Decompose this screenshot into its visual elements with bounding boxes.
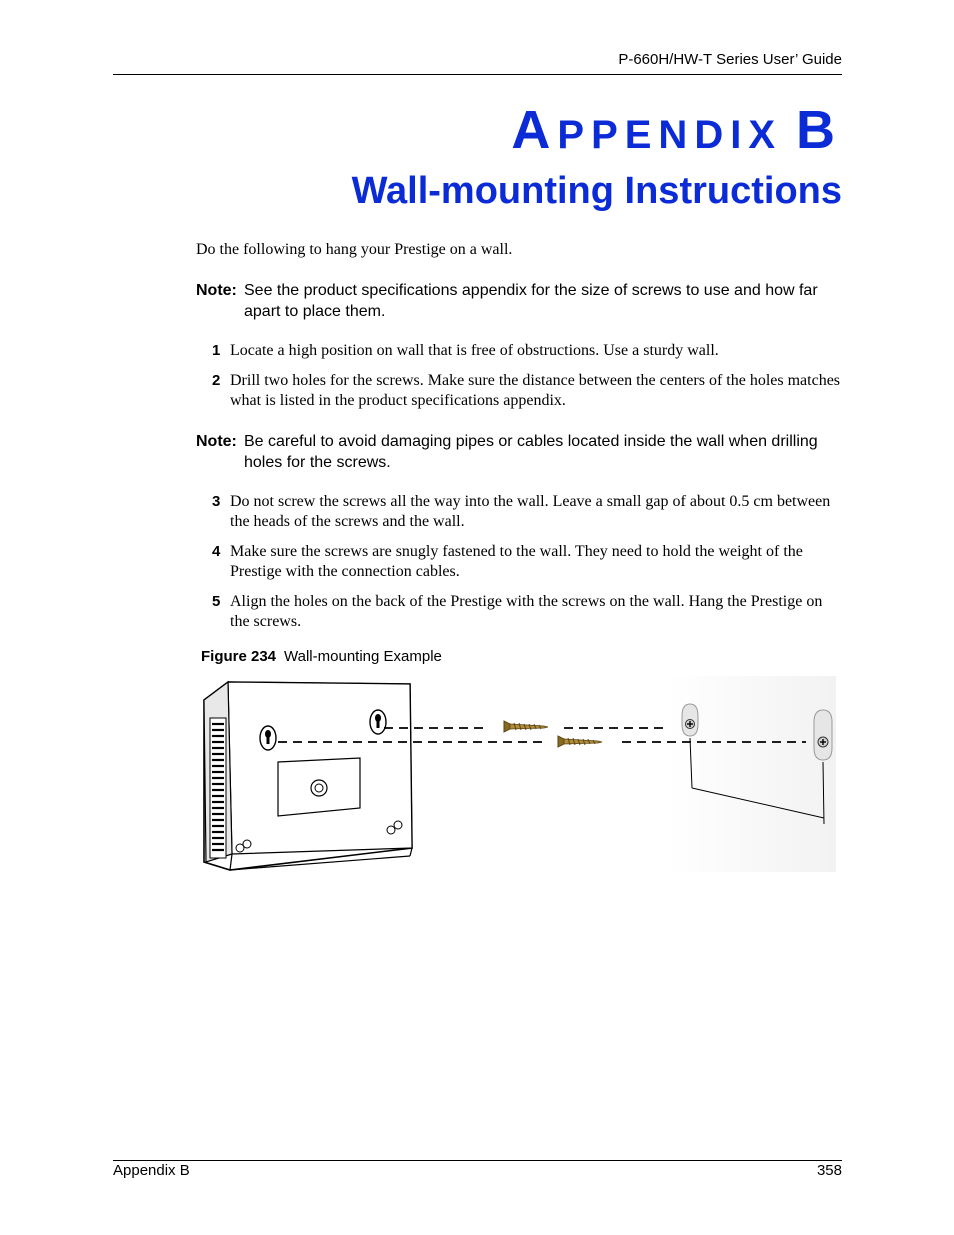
page-number: 358 <box>816 1162 842 1179</box>
step-number: 4 <box>212 543 221 560</box>
appendix-letter: B <box>796 100 842 160</box>
wall-anchor-right <box>814 710 832 760</box>
footer-section-label: Appendix B <box>113 1162 190 1179</box>
figure-caption <box>201 648 442 665</box>
figure-title: Wall-mounting Example <box>284 648 442 665</box>
step-number: 3 <box>212 493 221 510</box>
step-item <box>196 492 842 532</box>
note-text: Be careful to avoid damaging pipes or cables located inside the wall when drilling holes for the screws. <box>244 433 818 471</box>
step-number: 1 <box>212 342 221 359</box>
wall-anchor-left <box>682 704 698 736</box>
screw-icon <box>558 736 602 747</box>
appendix-word-rest: PPENDIX <box>557 113 782 157</box>
page-title: Wall-mounting Instructions <box>351 170 842 212</box>
step-text: Locate a high position on wall that is free of obstructions. Use a sturdy wall. <box>230 342 719 359</box>
appendix-heading <box>511 95 842 170</box>
step-text: Do not screw the screws all the way into the wall. Leave a small gap of about 0.5 cm between the heads of the screws and the wall. <box>230 493 831 530</box>
keyhole-slot-right <box>370 710 386 734</box>
footer-rule <box>113 1160 842 1161</box>
step-number: 2 <box>212 372 221 389</box>
note-text: See the product specifications appendix for the size of screws to use and how far apart to place them. <box>244 282 818 320</box>
note-screw-specs <box>196 280 842 322</box>
router-back-panel <box>204 682 412 870</box>
step-item <box>196 542 842 582</box>
step-text: Drill two holes for the screws. Make sure the distance between the centers of the holes matches what is listed in the product specifications appendix. <box>230 372 841 409</box>
note-drilling-caution <box>196 431 842 473</box>
appendix-initial: A <box>511 100 558 160</box>
step-item <box>196 341 842 361</box>
wall-mounting-illustration <box>198 672 838 876</box>
keyhole-slot-left <box>260 726 276 750</box>
screw-icon <box>504 721 548 732</box>
step-item <box>196 592 842 632</box>
figure-number: Figure 234 <box>201 648 277 665</box>
step-item <box>196 371 842 411</box>
note-label: Note: <box>196 433 237 450</box>
intro-paragraph: Do the following to hang your Prestige on a wall. <box>196 241 513 258</box>
step-number: 5 <box>212 593 221 610</box>
note-label: Note: <box>196 282 237 299</box>
step-text: Make sure the screws are snugly fastened to the wall. They need to hold the weight of the Prestige with the connection cables. <box>230 543 803 580</box>
header-rule <box>113 74 842 75</box>
label-plate <box>278 758 360 816</box>
running-header: P-660H/HW-T Series User’ Guide <box>618 51 842 68</box>
step-text: Align the holes on the back of the Prestige with the screws on the wall. Hang the Prestige on the screws. <box>230 593 823 630</box>
